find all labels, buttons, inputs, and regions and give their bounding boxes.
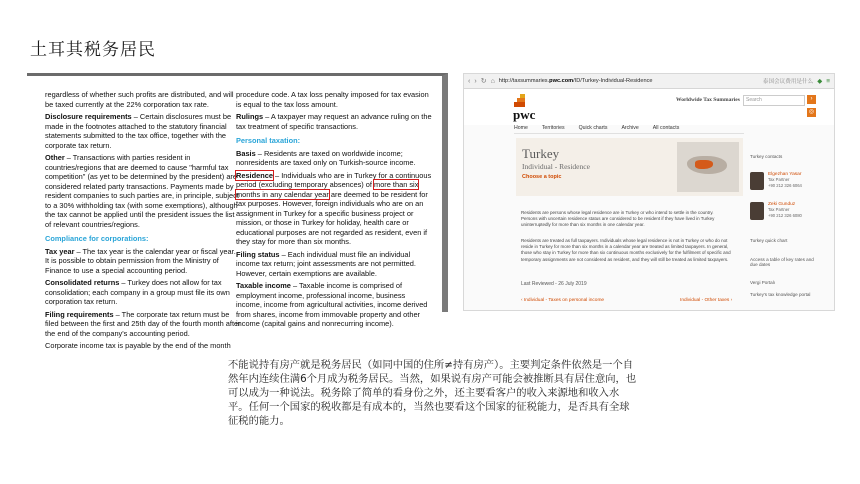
doc-paragraph: Taxable income – Taxable income is comprised of employment income, professional income, business income, income from agricultural activities, income derived from shares, income from immovable property and other income (capital gains and nonrecurring income). [236, 281, 428, 328]
prev-topic-link[interactable]: ‹ Individual - Taxes on personal income [521, 298, 605, 303]
doc-paragraph: Filing requirements – The corporate tax return must be filed between the first and 25th day of the fourth month after the end of the company's accounting period. [45, 309, 241, 338]
next-topic-link[interactable]: Individual - Other taxes › [680, 298, 733, 303]
tax-document-excerpt [27, 73, 448, 350]
home-icon[interactable]: ⌂ [490, 77, 495, 85]
vergi-portal-link[interactable]: Vergi Portalı [750, 280, 776, 285]
six-months-highlight: more than six months in any calendar year [236, 180, 419, 199]
doc-paragraph: Rulings – A taxpayer may request an advance ruling on the tax treatment of specific transactions. [236, 112, 432, 131]
avatar [750, 202, 764, 220]
last-reviewed: Last Reviewed - 26 July 2019 [521, 281, 587, 287]
doc-paragraph: Disclosure requirements – Certain disclosures must be made in the footnotes attached to the statutory financial statements submitted to the tax office, together with the corporate tax return. [45, 112, 232, 150]
doc-paragraph: regardless of whether such profits are distributed, and will be taxed currently at the 22% corporation tax rate. [45, 90, 234, 109]
extension-icon[interactable]: ◆ [817, 78, 823, 85]
forward-icon[interactable]: › [474, 77, 477, 85]
back-icon[interactable]: ‹ [468, 77, 471, 85]
nav-divider [514, 133, 744, 134]
residence-paragraph: Residents are persons whose legal residence are in Turkey or who intend to settle in the country. Persons with uncertain residence status are considered to be resident if they have lived in Turkey uninterruptedly for more than six months in one calendar year. [521, 210, 715, 228]
doc-paragraph: Corporate income tax is payable by the end of the month [45, 341, 231, 350]
site-search-input[interactable]: Search [743, 95, 805, 106]
choose-topic-dropdown[interactable]: Choose a topic [522, 174, 562, 180]
doc-paragraph: Other – Transactions with parties resident in countries/regions that are deemed to cause "harmful tax competition" (as yet to be determined by the president) are considered related party transactions. Payments made by resident companies to such parties are, in principle, subject to a 30% withholding tax (with some exemptions), although the tax cannot be applied until the president issues the list of relevant countries/regions. [45, 153, 239, 229]
globe-icon[interactable]: ◎ [808, 109, 815, 115]
pwc-logo[interactable]: pwc [513, 107, 536, 122]
slide-caption: 不能说持有房产就是税务居民（如同中国的住所≠持有房产）。主要判定条件依然是一个自然年内连续住满6个月成为税务居民。当然，如果说有房产可能会被推断具有居住意向，也可以成为一种说法。税务除了简单的看身份之外，还主要看客户的收入来源地和收入水平。任何一个国家的税收都是有成本的，当然也要看这个国家的征税能力，是否具有全球征税的能力。 [228, 359, 637, 427]
country-banner [516, 138, 743, 196]
avatar [750, 172, 764, 190]
nav-all-contacts[interactable]: All contacts [652, 125, 680, 131]
page-subtitle: Individual - Residence [522, 162, 590, 171]
site-title[interactable]: Worldwide Tax Summaries [676, 97, 740, 103]
site-header [464, 89, 834, 125]
browser-window [463, 73, 835, 311]
nav-archive[interactable]: Archive [621, 125, 639, 131]
contact-card[interactable]: Elgezhan Yasar Tax Partner +90 212 326 6064 [750, 172, 802, 190]
nav-territories[interactable]: Territories [541, 125, 565, 131]
document-right-column [236, 90, 432, 332]
doc-section-heading: Compliance for corporations: [45, 234, 149, 243]
residence-highlight: Residence [236, 170, 273, 180]
doc-paragraph: Filing status – Each individual must file an individual income tax return; joint assessments are not permitted. However, certain exemptions are available. [236, 249, 416, 278]
vergi-portal-desc: Turkey's tax knowledge portal [750, 292, 811, 297]
nav-quick-charts[interactable]: Quick charts [578, 125, 608, 131]
menu-icon[interactable]: ≡ [826, 77, 830, 85]
document-left-column [45, 90, 241, 354]
reload-icon[interactable]: ↻ [480, 78, 487, 85]
url-text[interactable]: http://taxsummaries.pwc.com/ID/Turkey-Individual-Residence [498, 78, 653, 84]
contacts-heading: Turkey contacts [750, 154, 783, 159]
country-title: Turkey [522, 146, 560, 161]
doc-paragraph: procedure code. A tax loss penalty imposed for tax evasion is equal to the tax loss amount. [236, 90, 429, 109]
taxpayer-paragraph: Residents are treated as full taxpayers. Individuals whose legal residence is not in Turkey or who do not reside in Turkey for more than six months in a calendar year are treated as limited taxpayers. In general, those who stay in Turkey for more than six continuous months exclusively for the fulfilment of specific and temporary assignments are not considered as resident, and they will still be treated as limited taxpayers. [521, 238, 731, 262]
nav-home[interactable]: Home [514, 125, 528, 131]
toolbar-search[interactable]: 泰国会议费用是什么 [762, 79, 814, 85]
doc-paragraph: Residence – Individuals who are in Turkey for a continuous period (excluding temporary absences) of more than six months in any calendar year are deemed to be resident for tax purposes. However, foreign individuals who are on an assignment in Turkey for a specific business project or mission, or those in Turkey for holiday, health care or educational purposes are not regarded as resident, even if they stay for more than six months. [236, 170, 432, 246]
contact-card[interactable]: Zeki Gunduz Tax Partner +90 212 326 6080 [750, 202, 802, 220]
site-nav [514, 125, 679, 131]
doc-paragraph: Consolidated returns – Turkey does not allow for tax consolidation; each company in a group must file its own corporation tax return. [45, 278, 230, 306]
slide-title: 土耳其税务居民 [30, 40, 156, 60]
search-button[interactable]: › [807, 95, 816, 104]
quick-chart-desc: Access a table of key rates and due dates [750, 257, 814, 267]
doc-section-heading: Personal taxation: [236, 136, 301, 145]
doc-paragraph: Tax year – The tax year is the calendar year or fiscal year. It is possible to obtain permission from the Ministry of Finance to use a special accounting period. [45, 246, 236, 275]
address-bar[interactable] [464, 74, 834, 89]
quick-chart-link[interactable]: Turkey quick chart [750, 238, 788, 243]
turkey-map-image [677, 142, 739, 192]
doc-paragraph: Basis – Residents are taxed on worldwide income; nonresidents are taxed only on Turkish-source income. [236, 148, 416, 167]
